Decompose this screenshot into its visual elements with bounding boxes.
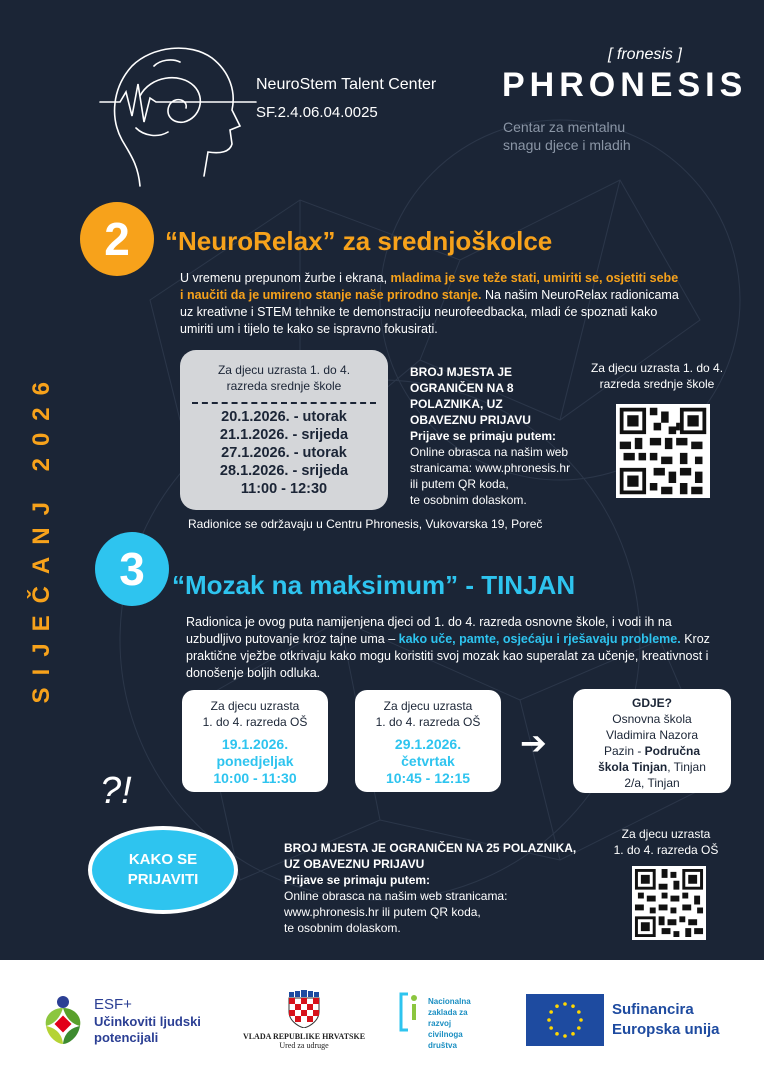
date-line: 28.1.2026. - srijeda	[219, 463, 349, 479]
eu-star	[577, 1026, 581, 1030]
qr-caption: Za djecu uzrasta 1. do 4. razreda srednje škole	[590, 361, 724, 391]
eu-star	[547, 1018, 551, 1022]
location-note: Radionice se održavaju u Centru Phronesis, Vukovarska 19, Poreč	[188, 517, 543, 531]
section-title: “NeuroRelax” za srednjoškolce	[165, 226, 553, 256]
qr-code-icon[interactable]	[632, 866, 706, 940]
qr-caption: Za djecu uzrasta 1. do 4. razreda OŠ	[613, 827, 719, 857]
center-name: NeuroStem Talent Center	[256, 76, 437, 93]
section-number-badge: 3	[95, 532, 169, 606]
dashed-divider	[192, 402, 376, 404]
eu-star	[549, 1026, 553, 1030]
eu-star	[549, 1010, 553, 1014]
nzrcd-label: Nacionalna zaklada za razvoj civilnoga društva	[428, 997, 471, 1050]
eu-star	[571, 1004, 575, 1008]
head-profile-icon	[80, 36, 260, 196]
esf-label: ESF+	[94, 996, 132, 1013]
sponsor-footer	[0, 960, 764, 1080]
eu-star	[577, 1010, 581, 1014]
registration-info: BROJ MJESTA JE OGRANIČEN NA 8 POLAZNIKA, UZ OBAVEZNU PRIJAVU Prijave se primaju putem: Online obrasca na našim web stranicama: www.phronesis.hr ili putem QR koda, te osobnim dolaskom.	[410, 365, 571, 507]
nzrcd-logo-icon	[398, 992, 422, 1032]
esf-flower-icon	[38, 994, 88, 1046]
signup-bubble[interactable]: KAKO SE PRIJAVITI	[88, 826, 238, 914]
eu-star	[563, 1002, 567, 1006]
date-line: 21.1.2026. - srijeda	[219, 427, 349, 443]
eu-flag-icon	[526, 994, 604, 1046]
section-description: Radionica je ovog puta namijenjena djeci od 1. do 4. razreda osnovne škole, i vodi ih na uzbudljivo putovanje kroz tajne uma – kako uče, pamte, osjećaju i rješavaju probleme. Kroz praktične vježbe otkrivaju kako mogu koristiti svoj mozak kao superalat za učenje, kreativnost i donošenje boljih odluka.	[186, 615, 710, 680]
eu-cofinancing-label: Sufinancira Europska unija	[612, 1001, 720, 1038]
signup-info: BROJ MJESTA JE OGRANIČEN NA 25 POLAZNIKA, UZ OBAVEZNU PRIJAVU Prijave se primaju putem: Online obrasca na našim web stranicama: www.phronesis.hr ili putem QR koda, te osobnim dolaskom.	[284, 841, 577, 935]
government-label: VLADA REPUBLIKE HRVATSKE Ured za udruge	[242, 1032, 366, 1050]
section-number-badge: 2	[80, 202, 154, 276]
phronesis-logo: PHRONESIS	[502, 66, 748, 104]
eu-star	[571, 1032, 575, 1036]
workshop-date-card: Za djecu uzrasta 1. do 4. razreda OŠ 19.1.2026. ponedjeljak 10:00 - 11:30	[182, 690, 328, 792]
tagline: Centar za mentalnu snagu djece i mladih	[503, 119, 631, 153]
question-exclamation-marks: ?!	[100, 770, 132, 812]
eu-star	[563, 1034, 567, 1038]
workshop-date-card: Za djecu uzrasta 1. do 4. razreda OŠ 29.1.2026. četvrtak 10:45 - 12:15	[355, 690, 501, 792]
eu-star	[555, 1004, 559, 1008]
schedule-card: Za djecu uzrasta 1. do 4. razreda srednje škole 20.1.2026. - utorak 21.1.2026. - srijeda 27.1.2026. - utorak 28.1.2026. - srijeda 11:00 - 12:30	[180, 350, 388, 510]
section-title: “Mozak na maksimum” - TINJAN	[172, 570, 576, 600]
qr-code-icon[interactable]	[616, 404, 710, 498]
date-line: 27.1.2026. - utorak	[221, 445, 347, 461]
month-vertical-label: SIJEČANJ 2026	[28, 370, 55, 704]
fronesis-label: [ fronesis ]	[608, 46, 682, 63]
date-line: 20.1.2026. - utorak	[221, 409, 347, 425]
eu-star	[579, 1018, 583, 1022]
esf-programme: Učinkoviti ljudski potencijali	[94, 1014, 201, 1045]
time-line: 11:00 - 12:30	[240, 481, 328, 497]
location-card: GDJE? Osnovna škola Vladimira Nazora Pazin - Područna škola Tinjan, Tinjan 2/a, Tinjan	[573, 689, 731, 793]
project-code: SF.2.4.06.04.0025	[256, 104, 378, 121]
croatian-coat-of-arms-icon	[287, 990, 321, 1028]
section-description: U vremenu prepunom žurbe i ekrana, mladima je sve teže stati, umiriti se, osjetiti sebe i naučiti da je umireno stanje naše prirodno stanje. Na našim NeuroRelax radionicama uz kreativne i STEM tehnike te demonstraciju neurofeedbacka, mladi će spoznati kako umiriti um i tijelo te kako se ispravno fokusirati.	[180, 271, 679, 336]
arrow-right-icon: ➔	[520, 724, 547, 762]
eu-star	[555, 1032, 559, 1036]
